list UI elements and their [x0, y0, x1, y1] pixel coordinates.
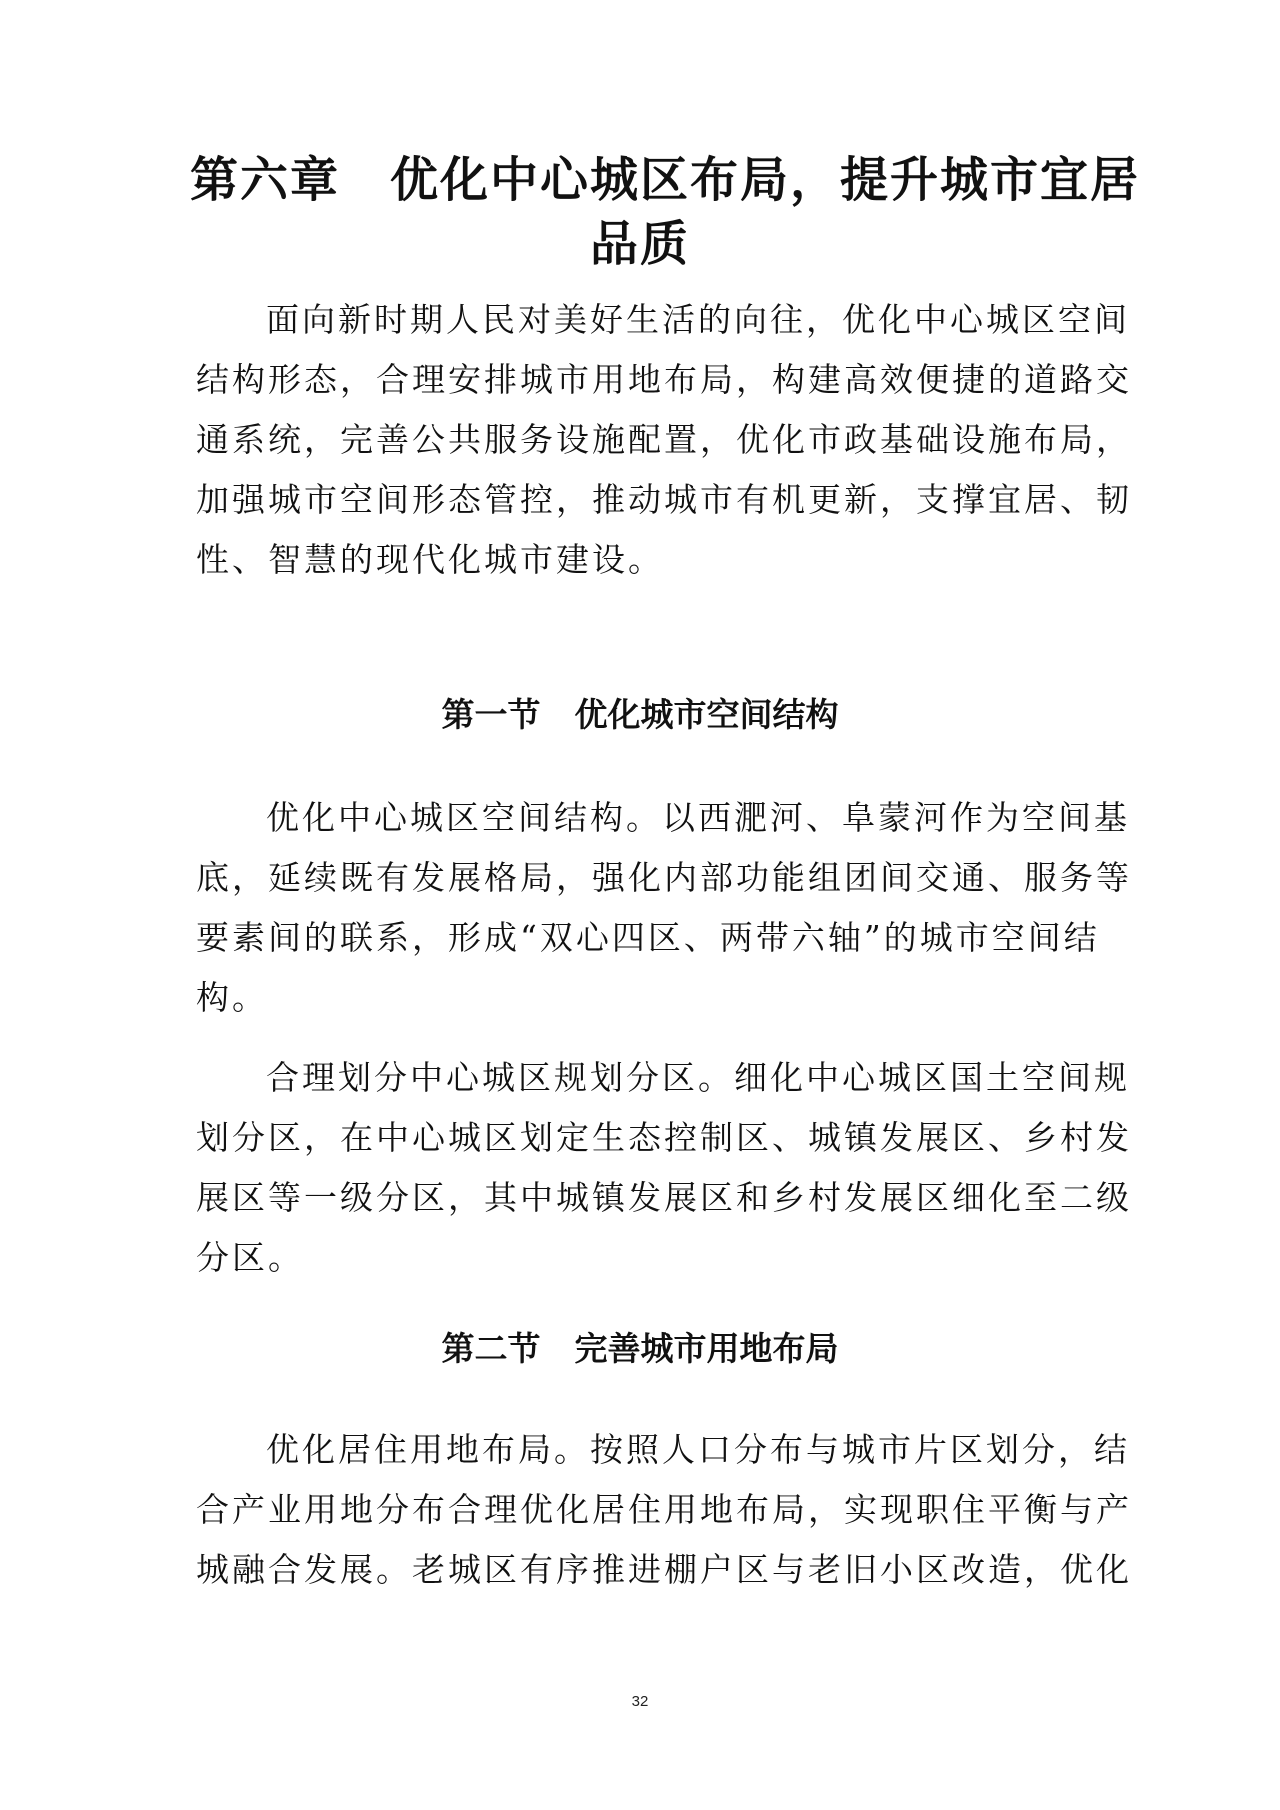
paragraph-line: 合理划分中心城区规划分区。细化中心城区国土空间规 [266, 1058, 1130, 1097]
section-1-heading [190, 693, 1090, 737]
paragraph-line: 结构形态，合理安排城市用地布局，构建高效便捷的道路交 [196, 360, 1132, 399]
chapter-title [190, 148, 1141, 276]
section-1-paragraph-2 [196, 1048, 1132, 1288]
paragraph-line: 面向新时期人民对美好生活的向往，优化中心城区空间 [266, 300, 1130, 339]
paragraph-line: 性、智慧的现代化城市建设。 [196, 540, 664, 579]
paragraph-line: 划分区，在中心城区划定生态控制区、城镇发展区、乡村发 [196, 1118, 1132, 1157]
paragraph-line: 构。 [196, 978, 268, 1017]
intro-paragraph [196, 290, 1132, 590]
paragraph-line: 优化中心城区空间结构。以西淝河、阜蒙河作为空间基 [266, 798, 1130, 837]
paragraph-line: 合产业用地分布合理优化居住用地布局，实现职住平衡与产 [196, 1490, 1132, 1529]
paragraph-line: 分区。 [196, 1238, 304, 1277]
section-2-title: 完善城市用地布局 [574, 1329, 839, 1368]
paragraph-line: 城融合发展。老城区有序推进棚户区与老旧小区改造，优化 [196, 1550, 1132, 1589]
paragraph-line: 加强城市空间形态管控，推动城市有机更新，支撑宜居、韧 [196, 480, 1132, 519]
chapter-title-line-2: 品质 [589, 216, 690, 272]
section-1-title: 优化城市空间结构 [574, 695, 839, 734]
paragraph-line: 展区等一级分区，其中城镇发展区和乡村发展区细化至二级 [196, 1178, 1132, 1217]
section-2-heading [190, 1327, 1090, 1371]
paragraph-line: 底，延续既有发展格局，强化内部功能组团间交通、服务等 [196, 858, 1132, 897]
chapter-title-line-1: 第六章 优化中心城区布局，提升城市宜居 [190, 152, 1141, 208]
paragraph-line: 要素间的联系，形成“双心四区、两带六轴”的城市空间结 [196, 918, 1100, 957]
section-2-paragraph-1 [196, 1420, 1132, 1600]
section-1-number: 第一节 [441, 695, 541, 734]
page-number: 32 [631, 1693, 649, 1710]
paragraph-line: 通系统，完善公共服务设施配置，优化市政基础设施布局， [196, 420, 1132, 459]
section-1-paragraph-1 [196, 788, 1132, 1028]
section-2-number: 第二节 [441, 1329, 541, 1368]
paragraph-line: 优化居住用地布局。按照人口分布与城市片区划分，结 [266, 1430, 1130, 1469]
